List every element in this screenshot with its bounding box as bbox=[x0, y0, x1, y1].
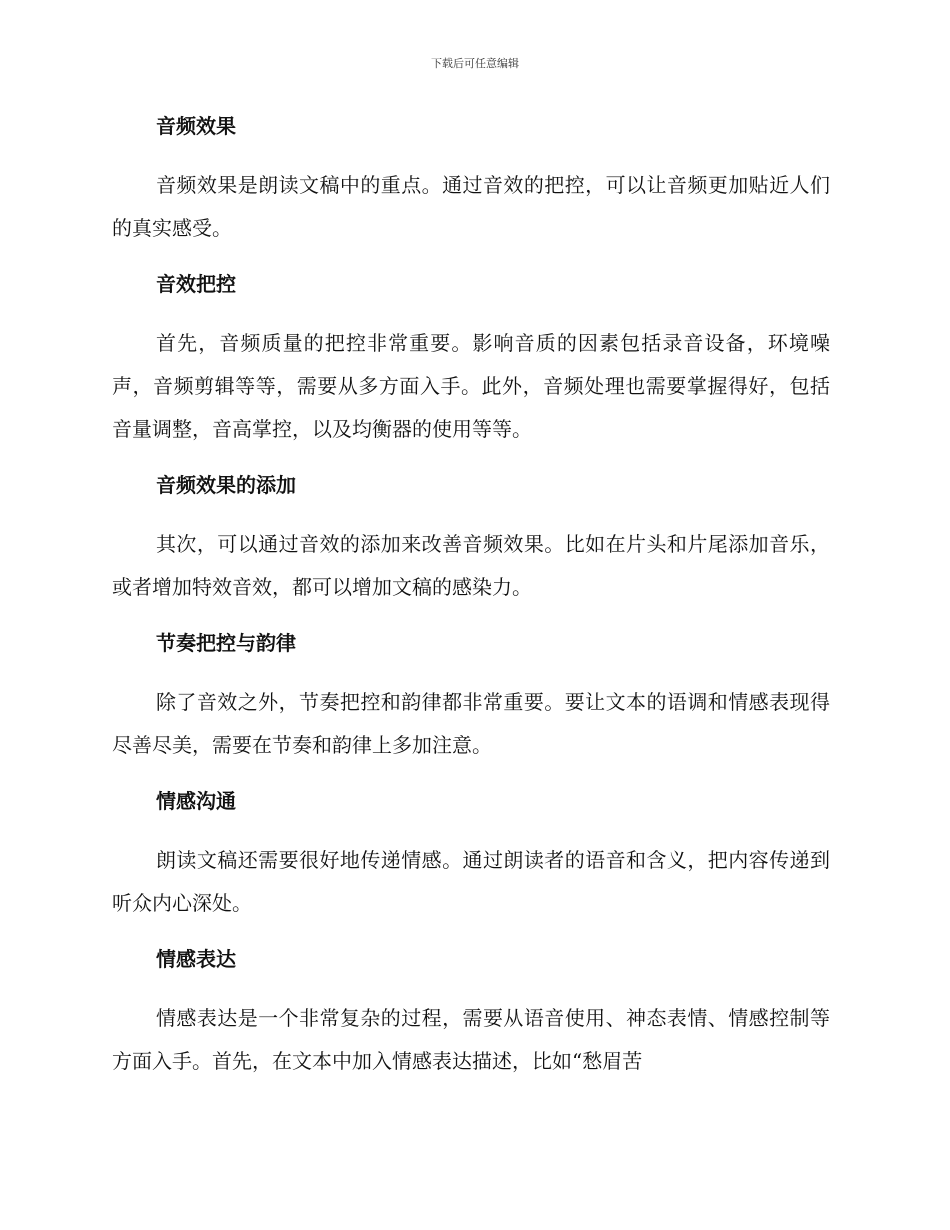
section-paragraph: 音频效果是朗读文稿中的重点。通过音效的把控，可以让音频更加贴近人们的真实感受。 bbox=[112, 173, 830, 240]
section-emotional-communication bbox=[112, 783, 830, 925]
section-heading: 音效把控 bbox=[156, 272, 236, 296]
section-emotional-expression bbox=[112, 941, 830, 1083]
section-sound-control bbox=[112, 266, 830, 451]
document-body bbox=[112, 108, 830, 1099]
section-heading: 音频效果 bbox=[156, 114, 236, 138]
section-rhythm bbox=[112, 625, 830, 767]
section-paragraph: 首先，音频质量的把控非常重要。影响音质的因素包括录音设备，环境噪声，音频剪辑等等，需要从多方面入手。此外，音频处理也需要掌握得好，包括音量调整，音高掌控，以及均衡器的使用等等。 bbox=[112, 331, 830, 441]
section-heading: 情感表达 bbox=[156, 947, 236, 971]
page-header-note: 下载后可任意编辑 bbox=[431, 57, 519, 70]
section-adding-effects bbox=[112, 467, 830, 609]
section-heading: 情感沟通 bbox=[156, 789, 236, 813]
section-paragraph: 朗读文稿还需要很好地传递情感。通过朗读者的语音和含义，把内容传递到听众内心深处。 bbox=[112, 848, 830, 915]
section-audio-effects bbox=[112, 108, 830, 250]
section-heading: 音频效果的添加 bbox=[156, 473, 296, 497]
section-paragraph: 情感表达是一个非常复杂的过程，需要从语音使用、神态表情、情感控制等方面入手。首先，在文本中加入情感表达描述，比如“愁眉苦 bbox=[112, 1006, 830, 1073]
section-heading: 节奏把控与韵律 bbox=[156, 631, 296, 655]
section-paragraph: 其次，可以通过音效的添加来改善音频效果。比如在片头和片尾添加音乐，或者增加特效音效，都可以增加文稿的感染力。 bbox=[112, 532, 830, 599]
section-paragraph: 除了音效之外，节奏把控和韵律都非常重要。要让文本的语调和情感表现得尽善尽美，需要在节奏和韵律上多加注意。 bbox=[112, 690, 830, 757]
